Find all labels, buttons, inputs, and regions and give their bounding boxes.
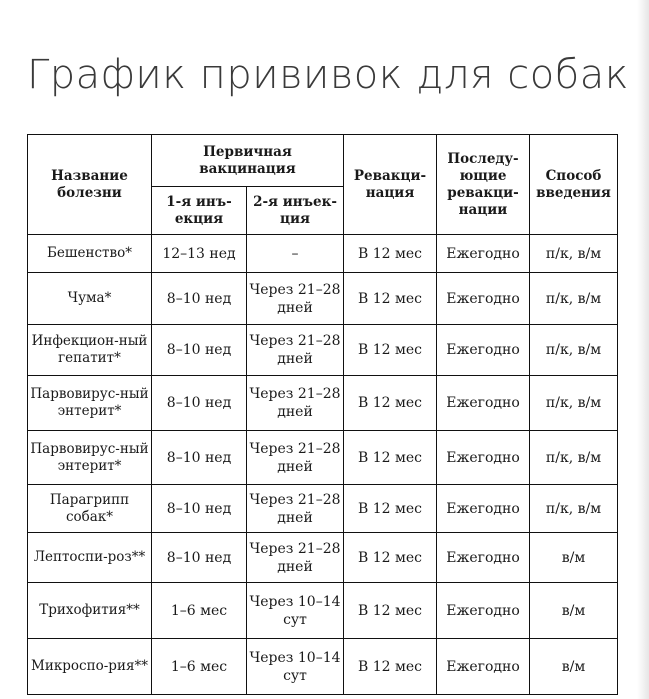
row-subsequent-cell: Ежегодно: [437, 485, 530, 533]
row-disease-cell: Трихофития**: [28, 583, 152, 639]
row-first-injection-cell: 8–10 нед: [152, 431, 247, 485]
header-first-injection: 1-я инъ-екция: [152, 187, 247, 235]
row-method-cell: п/к, в/м: [530, 273, 618, 325]
row-second-injection-cell: Через 21–28 дней: [247, 376, 344, 431]
row-first-injection-cell: 1–6 мес: [152, 583, 247, 639]
row-method-cell: в/м: [530, 583, 618, 639]
row-subsequent-cell: Ежегодно: [437, 325, 530, 376]
row-revaccination-cell: В 12 мес: [344, 431, 437, 485]
page-title: График прививок для собак: [27, 52, 629, 98]
row-second-injection-cell: Через 21–28 дней: [247, 533, 344, 583]
row-second-injection-cell: Через 21–28 дней: [247, 273, 344, 325]
row-revaccination-cell: В 12 мес: [344, 325, 437, 376]
header-second-injection: 2-я инъек-ция: [247, 187, 344, 235]
row-method-cell: п/к, в/м: [530, 376, 618, 431]
header-disease: Название болезни: [28, 135, 152, 235]
row-disease-cell: Бешенство*: [28, 235, 152, 273]
row-method-cell: п/к, в/м: [530, 325, 618, 376]
row-second-injection-cell: –: [247, 235, 344, 273]
header-subsequent-revaccinations: Последу-ющие ревакци-нации: [437, 135, 530, 235]
row-revaccination-cell: В 12 мес: [344, 273, 437, 325]
row-disease-cell: Инфекцион-ный гепатит*: [28, 325, 152, 376]
page-edge-shadow: [637, 0, 649, 699]
row-disease-cell: Парвовирус-ный энтерит*: [28, 376, 152, 431]
row-subsequent-cell: Ежегодно: [437, 431, 530, 485]
row-subsequent-cell: Ежегодно: [437, 533, 530, 583]
table-row: [28, 639, 618, 695]
header-primary-vaccination: Первичная вакцинация: [152, 135, 344, 187]
row-second-injection-cell: Через 10–14 сут: [247, 583, 344, 639]
table-row: [28, 325, 618, 376]
row-revaccination-cell: В 12 мес: [344, 376, 437, 431]
row-method-cell: п/к, в/м: [530, 431, 618, 485]
row-first-injection-cell: 8–10 нед: [152, 376, 247, 431]
vaccination-table: [27, 134, 618, 695]
table-row: [28, 431, 618, 485]
header-revaccination: Ревакци-нация: [344, 135, 437, 235]
row-disease-cell: Лептоспи-роз**: [28, 533, 152, 583]
header-method: Способ введения: [530, 135, 618, 235]
row-second-injection-cell: Через 21–28 дней: [247, 325, 344, 376]
table-row: [28, 533, 618, 583]
row-revaccination-cell: В 12 мес: [344, 485, 437, 533]
row-first-injection-cell: 12–13 нед: [152, 235, 247, 273]
row-second-injection-cell: Через 21–28 дней: [247, 485, 344, 533]
row-disease-cell: Парагрипп собак*: [28, 485, 152, 533]
row-first-injection-cell: 1–6 мес: [152, 639, 247, 695]
row-subsequent-cell: Ежегодно: [437, 376, 530, 431]
table-row: [28, 583, 618, 639]
row-disease-cell: Микроспо-рия**: [28, 639, 152, 695]
row-disease-cell: Чума*: [28, 273, 152, 325]
row-method-cell: п/к, в/м: [530, 235, 618, 273]
row-first-injection-cell: 8–10 нед: [152, 273, 247, 325]
row-disease-cell: Парвовирус-ный энтерит*: [28, 431, 152, 485]
row-revaccination-cell: В 12 мес: [344, 533, 437, 583]
row-subsequent-cell: Ежегодно: [437, 583, 530, 639]
row-subsequent-cell: Ежегодно: [437, 235, 530, 273]
row-revaccination-cell: В 12 мес: [344, 583, 437, 639]
table-row: [28, 485, 618, 533]
row-subsequent-cell: Ежегодно: [437, 273, 530, 325]
row-second-injection-cell: Через 21–28 дней: [247, 431, 344, 485]
row-first-injection-cell: 8–10 нед: [152, 485, 247, 533]
row-subsequent-cell: Ежегодно: [437, 639, 530, 695]
row-method-cell: в/м: [530, 533, 618, 583]
row-first-injection-cell: 8–10 нед: [152, 533, 247, 583]
row-first-injection-cell: 8–10 нед: [152, 325, 247, 376]
row-method-cell: в/м: [530, 639, 618, 695]
table-row: [28, 376, 618, 431]
row-second-injection-cell: Через 10–14 сут: [247, 639, 344, 695]
row-revaccination-cell: В 12 мес: [344, 639, 437, 695]
row-method-cell: п/к, в/м: [530, 485, 618, 533]
row-revaccination-cell: В 12 мес: [344, 235, 437, 273]
table-row: [28, 235, 618, 273]
table-row: [28, 273, 618, 325]
